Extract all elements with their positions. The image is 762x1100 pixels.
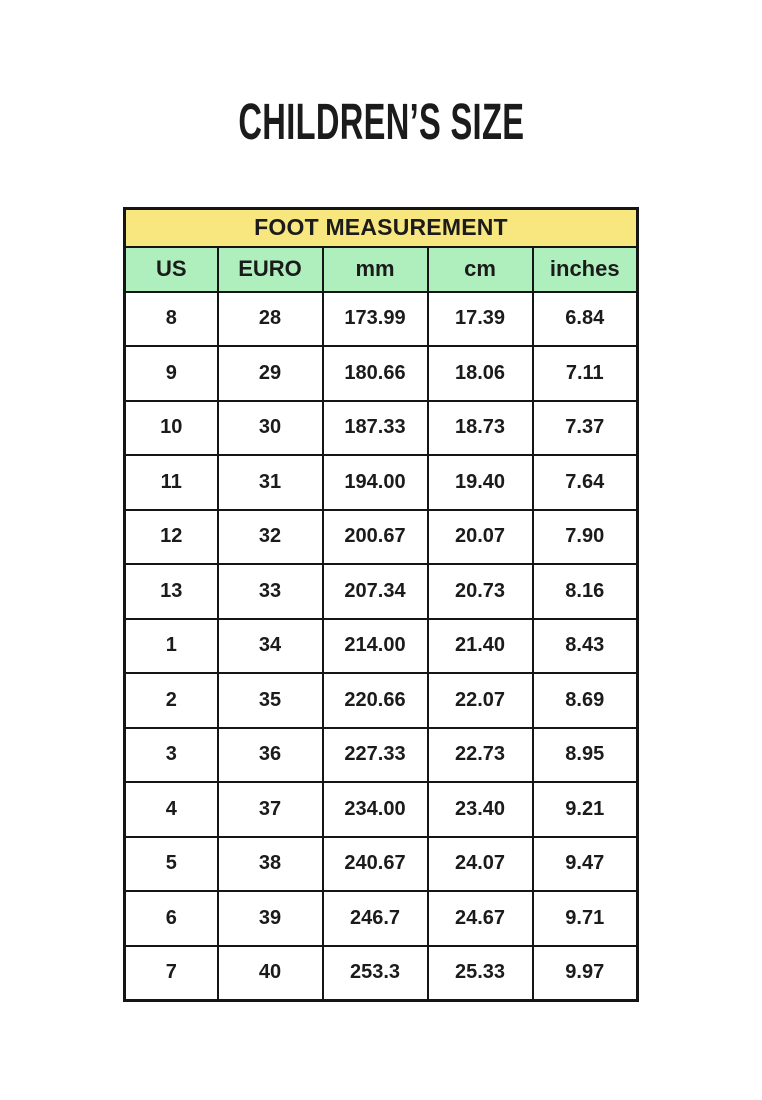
table-cell: 6.84 (533, 292, 638, 347)
table-row (125, 346, 638, 401)
table-row (125, 619, 638, 674)
size-conversion-table (123, 207, 639, 1002)
table-cell: 17.39 (428, 292, 533, 347)
table-cell: 6 (125, 891, 218, 946)
table-row (125, 455, 638, 510)
column-header-inches: inches (533, 247, 638, 292)
table-cell: 4 (125, 782, 218, 837)
table-row (125, 728, 638, 783)
table-row (125, 564, 638, 619)
table-cell: 8.69 (533, 673, 638, 728)
table-cell: 9.47 (533, 837, 638, 892)
table-cell: 12 (125, 510, 218, 565)
table-cell: 13 (125, 564, 218, 619)
table-title-cell: FOOT MEASUREMENT (125, 209, 638, 247)
table-cell: 207.34 (323, 564, 428, 619)
table-cell: 227.33 (323, 728, 428, 783)
table-cell: 40 (218, 946, 323, 1001)
table-cell: 25.33 (428, 946, 533, 1001)
table-cell: 32 (218, 510, 323, 565)
table-cell: 30 (218, 401, 323, 456)
table-cell: 173.99 (323, 292, 428, 347)
column-header-euro: EURO (218, 247, 323, 292)
table-cell: 31 (218, 455, 323, 510)
table-cell: 7.11 (533, 346, 638, 401)
table-cell: 240.67 (323, 837, 428, 892)
table-cell: 24.67 (428, 891, 533, 946)
table-header (125, 209, 638, 292)
table-row (125, 673, 638, 728)
table-cell: 220.66 (323, 673, 428, 728)
table-cell: 9.21 (533, 782, 638, 837)
table-cell: 7 (125, 946, 218, 1001)
table-cell: 246.7 (323, 891, 428, 946)
table-row (125, 946, 638, 1001)
table-cell: 8.43 (533, 619, 638, 674)
table-cell: 10 (125, 401, 218, 456)
column-header-mm: mm (323, 247, 428, 292)
column-header-row (125, 247, 638, 292)
table-cell: 39 (218, 891, 323, 946)
table-cell: 28 (218, 292, 323, 347)
page-title (0, 93, 762, 150)
column-header-cm: cm (428, 247, 533, 292)
table-cell: 1 (125, 619, 218, 674)
table-cell: 36 (218, 728, 323, 783)
table-cell: 20.73 (428, 564, 533, 619)
column-header-us: US (125, 247, 218, 292)
table-cell: 22.73 (428, 728, 533, 783)
table-cell: 7.37 (533, 401, 638, 456)
table-cell: 2 (125, 673, 218, 728)
table-row (125, 292, 638, 347)
table-cell: 34 (218, 619, 323, 674)
table-cell: 9.71 (533, 891, 638, 946)
table-cell: 200.67 (323, 510, 428, 565)
table-row (125, 510, 638, 565)
table-cell: 187.33 (323, 401, 428, 456)
table-cell: 214.00 (323, 619, 428, 674)
table-cell: 180.66 (323, 346, 428, 401)
table-cell: 35 (218, 673, 323, 728)
table-cell: 8 (125, 292, 218, 347)
table-row (125, 782, 638, 837)
table-cell: 234.00 (323, 782, 428, 837)
table-cell: 21.40 (428, 619, 533, 674)
table-cell: 11 (125, 455, 218, 510)
table-cell: 19.40 (428, 455, 533, 510)
table-cell: 18.73 (428, 401, 533, 456)
table-cell: 8.16 (533, 564, 638, 619)
table-title-row (125, 209, 638, 247)
table-cell: 194.00 (323, 455, 428, 510)
table-cell: 33 (218, 564, 323, 619)
table-cell: 20.07 (428, 510, 533, 565)
table-row (125, 401, 638, 456)
table-cell: 22.07 (428, 673, 533, 728)
table-cell: 9 (125, 346, 218, 401)
table-row (125, 891, 638, 946)
table-cell: 7.90 (533, 510, 638, 565)
table-cell: 3 (125, 728, 218, 783)
table-cell: 38 (218, 837, 323, 892)
table-cell: 23.40 (428, 782, 533, 837)
table-cell: 7.64 (533, 455, 638, 510)
table-cell: 8.95 (533, 728, 638, 783)
table-cell: 5 (125, 837, 218, 892)
table-cell: 18.06 (428, 346, 533, 401)
table-cell: 9.97 (533, 946, 638, 1001)
page-title-text: CHILDREN’S SIZE (238, 93, 524, 150)
table-cell: 24.07 (428, 837, 533, 892)
table-cell: 29 (218, 346, 323, 401)
table-body (125, 292, 638, 1001)
table-cell: 37 (218, 782, 323, 837)
table-cell: 253.3 (323, 946, 428, 1001)
table-row (125, 837, 638, 892)
